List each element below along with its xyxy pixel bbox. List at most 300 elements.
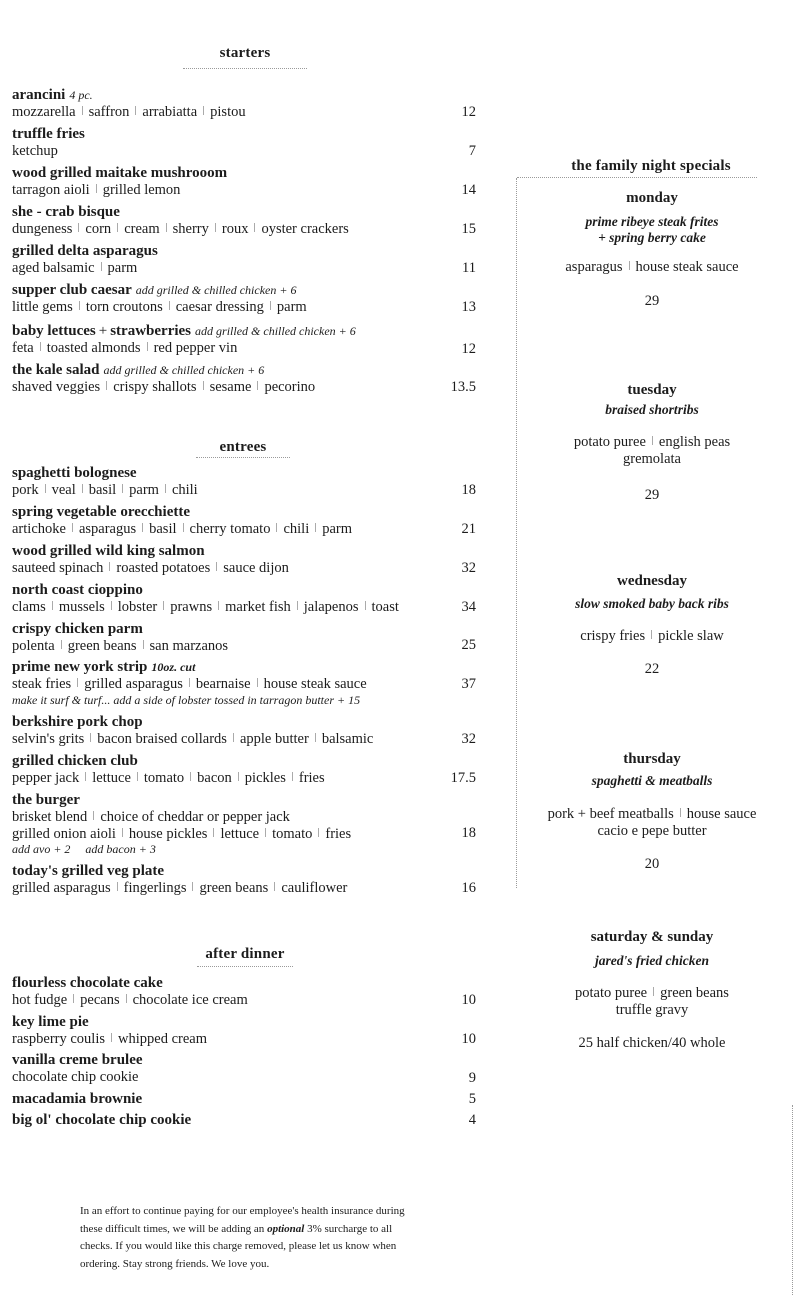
separator-mark bbox=[203, 106, 204, 115]
description-part: tomato bbox=[272, 825, 313, 842]
item-note: add grilled & chilled chicken + 6 bbox=[195, 324, 356, 338]
item-name bbox=[12, 504, 480, 521]
separator-mark bbox=[147, 342, 148, 351]
description-part: pickle slaw bbox=[658, 628, 724, 644]
item-description bbox=[12, 182, 480, 199]
item-name bbox=[12, 204, 480, 221]
description-part: feta bbox=[12, 340, 34, 356]
description-part: parm bbox=[322, 521, 353, 537]
item-name bbox=[12, 87, 480, 104]
item-name bbox=[12, 621, 480, 638]
item-price: 12 bbox=[461, 341, 476, 357]
description-part: english peas bbox=[658, 434, 731, 450]
starters-title: starters bbox=[219, 45, 271, 61]
separator-mark bbox=[122, 484, 123, 493]
menu-item bbox=[12, 323, 480, 357]
page-edge-divider bbox=[792, 1105, 793, 1295]
description-part: sesame bbox=[209, 379, 252, 395]
item-description bbox=[12, 770, 480, 787]
separator-mark bbox=[117, 882, 118, 891]
item-name bbox=[12, 1112, 480, 1129]
description-part: raspberry coulis bbox=[12, 1031, 106, 1047]
item-addon-note: add avo + 2 add bacon + 3 bbox=[12, 842, 156, 856]
separator-mark bbox=[257, 381, 258, 390]
item-description bbox=[12, 809, 480, 826]
separator-mark bbox=[218, 601, 219, 610]
description-part: market fish bbox=[225, 599, 291, 615]
item-description bbox=[12, 221, 480, 238]
separator-mark bbox=[629, 261, 630, 270]
description-part: cream bbox=[124, 221, 160, 237]
separator-mark bbox=[192, 882, 193, 891]
item-price: 12 bbox=[461, 104, 476, 120]
item-title: supper club caesar bbox=[12, 282, 132, 298]
separator-mark bbox=[216, 562, 217, 571]
separator-mark bbox=[680, 808, 681, 817]
description-part: basil bbox=[88, 482, 117, 498]
description-part: apple butter bbox=[239, 731, 309, 747]
description-part: house pickles bbox=[128, 825, 208, 842]
description-part: pickles bbox=[244, 770, 286, 786]
item-title: truffle fries bbox=[12, 126, 85, 142]
separator-mark bbox=[137, 772, 138, 781]
description-part: polenta bbox=[12, 638, 55, 654]
item-description bbox=[12, 560, 480, 577]
description-part: shaved veggies bbox=[12, 379, 101, 395]
separator-mark bbox=[111, 1033, 112, 1042]
plus-sign: + bbox=[98, 323, 108, 339]
menu-item bbox=[12, 1112, 480, 1129]
item-note: 4 pc. bbox=[69, 88, 93, 102]
separator-mark bbox=[166, 223, 167, 232]
separator-mark bbox=[365, 601, 366, 610]
separator-mark bbox=[82, 484, 83, 493]
item-price: 4 bbox=[468, 1112, 476, 1128]
item-description bbox=[12, 143, 480, 160]
separator-mark bbox=[109, 562, 110, 571]
description-part: mozzarella bbox=[12, 104, 76, 120]
item-note: 10oz. cut bbox=[151, 660, 196, 674]
item-title: wood grilled maitake mushrooom bbox=[12, 165, 228, 181]
special-sides-line-2: cacio e pepe butter bbox=[597, 823, 707, 839]
description-part: bacon bbox=[197, 770, 232, 786]
surcharge-notice-text: In an effort to continue paying for our employee's health insurance during these difficult times, we will be adding an bbox=[80, 1205, 405, 1235]
item-price: 18 bbox=[461, 825, 476, 841]
special-day: tuesday bbox=[627, 382, 677, 398]
separator-mark bbox=[238, 772, 239, 781]
special-sides bbox=[517, 259, 787, 276]
separator-mark bbox=[292, 772, 293, 781]
special-price: 29 bbox=[644, 293, 660, 309]
item-title: vanilla creme brulee bbox=[12, 1052, 143, 1068]
menu-item bbox=[12, 975, 480, 1009]
separator-mark bbox=[61, 640, 62, 649]
special-day: monday bbox=[626, 190, 678, 206]
description-part: dungeness bbox=[12, 221, 73, 237]
separator-mark bbox=[233, 733, 234, 742]
separator-mark bbox=[126, 994, 127, 1003]
special-sides bbox=[517, 434, 787, 468]
description-part: tomato bbox=[143, 770, 185, 786]
item-price: 34 bbox=[461, 599, 476, 615]
item-description bbox=[12, 638, 480, 655]
separator-mark bbox=[254, 223, 255, 232]
special-day: wednesday bbox=[616, 573, 687, 589]
item-title: macadamia brownie bbox=[12, 1091, 143, 1107]
item-note: add grilled & chilled chicken + 6 bbox=[135, 283, 297, 297]
description-part: bearnaise bbox=[195, 676, 251, 692]
description-part: cherry tomato bbox=[189, 521, 271, 537]
surcharge-notice-text-2: 3% surcharge to all checks. If you would like this charge removed, please let us know when ordering. Stay strong friends. We love you. bbox=[80, 1222, 397, 1270]
separator-mark bbox=[163, 601, 164, 610]
description-part: saffron bbox=[88, 104, 130, 120]
special-sides bbox=[517, 628, 787, 645]
item-name bbox=[12, 1052, 480, 1069]
separator-mark bbox=[142, 523, 143, 532]
item-description bbox=[12, 1069, 480, 1086]
item-name bbox=[12, 282, 480, 299]
description-part: veal bbox=[51, 482, 76, 498]
menu-item bbox=[12, 165, 480, 199]
description-part: house sauce bbox=[686, 806, 757, 822]
item-price: 32 bbox=[461, 560, 476, 576]
menu-item bbox=[12, 126, 480, 160]
item-price: 17.5 bbox=[450, 770, 476, 786]
item-price: 32 bbox=[461, 731, 476, 747]
item-price: 10 bbox=[461, 992, 476, 1008]
separator-mark bbox=[190, 772, 191, 781]
menu-item bbox=[12, 1014, 480, 1048]
item-description bbox=[12, 676, 480, 693]
description-part: hot fudge bbox=[12, 992, 68, 1008]
item-name bbox=[12, 863, 480, 880]
item-description bbox=[12, 731, 480, 748]
special-sides-line bbox=[517, 628, 787, 645]
description-part: artichoke bbox=[12, 521, 66, 537]
menu-item bbox=[12, 582, 480, 616]
item-title: north coast cioppino bbox=[12, 582, 143, 598]
description-part: toast bbox=[371, 599, 399, 615]
item-price: 14 bbox=[461, 182, 476, 198]
description-part: torn croutons bbox=[85, 299, 163, 315]
menu-item bbox=[12, 282, 480, 316]
item-description bbox=[12, 104, 480, 121]
entrees-title: entrees bbox=[219, 439, 267, 455]
item-title: the burger bbox=[12, 792, 80, 808]
special-price: 22 bbox=[644, 661, 660, 677]
item-title: the kale salad bbox=[12, 362, 100, 378]
menu-item bbox=[12, 621, 480, 655]
separator-mark bbox=[85, 772, 86, 781]
special-sides-line bbox=[517, 985, 787, 1002]
separator-mark bbox=[111, 601, 112, 610]
starters-rule bbox=[183, 68, 307, 69]
separator-mark bbox=[52, 601, 53, 610]
separator-mark bbox=[40, 342, 41, 351]
description-part: asparagus bbox=[565, 259, 623, 275]
menu-item bbox=[12, 863, 480, 897]
special-sides-line bbox=[517, 806, 787, 823]
description-part: prawns bbox=[170, 599, 213, 615]
description-part: sauce dijon bbox=[223, 560, 289, 576]
description-part: parm bbox=[107, 260, 138, 276]
description-part: steak fries bbox=[12, 676, 72, 692]
description-part: pork + beef meatballs bbox=[547, 806, 674, 822]
item-name bbox=[12, 659, 480, 676]
special-sides-line bbox=[517, 259, 787, 276]
item-price: 13 bbox=[461, 299, 476, 315]
menu-item bbox=[12, 1091, 480, 1108]
description-part: house steak sauce bbox=[635, 259, 739, 275]
description-part: chocolate chip cookie bbox=[12, 1069, 139, 1085]
surcharge-notice bbox=[80, 1203, 425, 1273]
special-price: 20 bbox=[644, 856, 660, 872]
item-title: spaghetti bolognese bbox=[12, 465, 137, 481]
item-price: 9 bbox=[468, 1070, 476, 1086]
item-description bbox=[12, 260, 480, 277]
description-part: jalapenos bbox=[303, 599, 359, 615]
description-part: tarragon aioli bbox=[12, 182, 90, 198]
separator-mark bbox=[78, 223, 79, 232]
description-part: grilled lemon bbox=[102, 182, 181, 198]
description-part: san marzanos bbox=[149, 638, 229, 654]
item-price: 7 bbox=[468, 143, 476, 159]
description-part: pecans bbox=[80, 992, 120, 1008]
separator-mark bbox=[93, 811, 94, 820]
description-part: parm bbox=[276, 299, 307, 315]
special-price: 29 bbox=[644, 487, 660, 503]
menu-item bbox=[12, 659, 480, 708]
description-part: chili bbox=[283, 521, 310, 537]
separator-mark bbox=[101, 262, 102, 271]
surcharge-notice-optional: optional bbox=[267, 1222, 305, 1235]
special-sides bbox=[517, 985, 787, 1019]
description-part: selvin's grits bbox=[12, 731, 85, 747]
separator-mark bbox=[203, 381, 204, 390]
description-part: grilled onion aioli bbox=[12, 825, 116, 842]
description-part: arrabiatta bbox=[142, 104, 198, 120]
description-part: whipped cream bbox=[118, 1031, 207, 1047]
separator-mark bbox=[106, 381, 107, 390]
item-description bbox=[12, 1031, 480, 1048]
menu-item bbox=[12, 87, 480, 121]
description-part: fingerlings bbox=[123, 880, 187, 896]
item-title: crispy chicken parm bbox=[12, 621, 143, 637]
description-part: asparagus bbox=[78, 521, 137, 537]
description-part: sauteed spinach bbox=[12, 560, 104, 576]
item-price: 16 bbox=[461, 880, 476, 896]
separator-mark bbox=[117, 223, 118, 232]
separator-mark bbox=[297, 601, 298, 610]
separator-mark bbox=[652, 436, 653, 445]
item-title: arancini bbox=[12, 87, 66, 103]
separator-mark bbox=[265, 828, 266, 837]
description-part: fries bbox=[298, 770, 325, 786]
family-specials-title: the family night specials bbox=[571, 158, 731, 174]
description-part: crispy shallots bbox=[113, 379, 197, 395]
separator-mark bbox=[276, 523, 277, 532]
description-part: ketchup bbox=[12, 143, 58, 159]
special-sides-line-2: truffle gravy bbox=[615, 1002, 689, 1018]
special-dish bbox=[517, 596, 787, 612]
item-name bbox=[12, 243, 480, 260]
menu-item bbox=[12, 543, 480, 577]
item-name bbox=[12, 543, 480, 560]
item-price: 13.5 bbox=[450, 379, 476, 395]
description-part: grilled asparagus bbox=[84, 676, 183, 692]
separator-mark bbox=[73, 994, 74, 1003]
item-title: today's grilled veg plate bbox=[12, 863, 165, 879]
item-title: wood grilled wild king salmon bbox=[12, 543, 205, 559]
item-name bbox=[12, 126, 480, 143]
description-part: little gems bbox=[12, 299, 73, 315]
item-price: 11 bbox=[462, 260, 476, 276]
item-name bbox=[12, 792, 480, 809]
description-part: red pepper vin bbox=[153, 340, 238, 356]
description-part: chocolate ice cream bbox=[132, 992, 248, 1008]
description-part: pistou bbox=[210, 104, 246, 120]
item-description bbox=[12, 826, 480, 843]
special-day: thursday bbox=[623, 751, 681, 767]
separator-mark bbox=[122, 828, 123, 837]
description-part: lettuce bbox=[220, 825, 260, 842]
item-title: prime new york strip bbox=[12, 659, 148, 675]
description-part: green beans bbox=[199, 880, 269, 896]
special-dish bbox=[517, 953, 787, 969]
special-dish-line-2: + spring berry cake bbox=[598, 230, 706, 245]
item-name bbox=[12, 362, 480, 379]
item-name bbox=[12, 465, 480, 482]
separator-mark bbox=[143, 640, 144, 649]
separator-mark bbox=[183, 523, 184, 532]
special-dish-line: prime ribeye steak frites bbox=[585, 214, 719, 229]
menu-item bbox=[12, 714, 480, 748]
separator-mark bbox=[45, 484, 46, 493]
special-price: 25 half chicken/40 whole bbox=[578, 1035, 726, 1051]
description-part: grilled asparagus bbox=[12, 880, 111, 896]
item-price: 21 bbox=[461, 521, 476, 537]
item-price: 37 bbox=[461, 676, 476, 692]
separator-mark bbox=[189, 678, 190, 687]
item-price: 15 bbox=[461, 221, 476, 237]
description-part: corn bbox=[85, 221, 112, 237]
item-title: baby lettuces bbox=[12, 323, 96, 339]
item-price: 5 bbox=[468, 1091, 476, 1107]
item-note: add grilled & chilled chicken + 6 bbox=[103, 363, 265, 377]
special-dish-line: slow smoked baby back ribs bbox=[575, 596, 729, 611]
item-name bbox=[12, 1091, 480, 1108]
description-part: parm bbox=[129, 482, 159, 498]
item-name bbox=[12, 323, 480, 340]
item-name bbox=[12, 975, 480, 992]
special-dish-line: spaghetti & meatballs bbox=[591, 773, 713, 788]
separator-mark bbox=[169, 301, 170, 310]
separator-mark bbox=[274, 882, 275, 891]
special-sides bbox=[517, 806, 787, 840]
item-name bbox=[12, 1014, 480, 1031]
description-part: basil bbox=[149, 521, 177, 537]
item-description bbox=[12, 880, 480, 897]
description-part: oyster crackers bbox=[261, 221, 349, 237]
description-part: mussels bbox=[58, 599, 105, 615]
item-price: 10 bbox=[461, 1031, 476, 1047]
description-part: pepper jack bbox=[12, 770, 80, 786]
description-part: roasted potatoes bbox=[116, 560, 211, 576]
item-description bbox=[12, 379, 480, 396]
menu-item bbox=[12, 753, 480, 787]
item-name bbox=[12, 582, 480, 599]
item-price: 18 bbox=[461, 482, 476, 498]
menu-item bbox=[12, 504, 480, 538]
item-title-2: strawberries bbox=[110, 323, 192, 339]
entrees-rule bbox=[196, 457, 290, 458]
separator-mark bbox=[96, 184, 97, 193]
separator-mark bbox=[135, 106, 136, 115]
item-description bbox=[12, 299, 480, 316]
description-part: caesar dressing bbox=[175, 299, 264, 315]
menu-item bbox=[12, 465, 480, 499]
special-dish bbox=[517, 773, 787, 789]
description-part: potato puree bbox=[573, 434, 646, 450]
item-title: spring vegetable orecchiette bbox=[12, 504, 191, 520]
item-description bbox=[12, 992, 480, 1009]
item-title: grilled delta asparagus bbox=[12, 243, 158, 259]
item-title: key lime pie bbox=[12, 1014, 89, 1030]
item-name bbox=[12, 753, 480, 770]
special-sides-line-2: gremolata bbox=[623, 451, 681, 467]
item-title: grilled chicken club bbox=[12, 753, 138, 769]
special-dish bbox=[517, 402, 787, 418]
description-part: roux bbox=[221, 221, 249, 237]
menu-item bbox=[12, 792, 480, 857]
description-part: lobster bbox=[117, 599, 158, 615]
after-dinner-title: after dinner bbox=[205, 946, 285, 962]
after-dinner-rule bbox=[197, 966, 293, 967]
description-part: potato puree bbox=[575, 985, 648, 1001]
description-part: bacon braised collards bbox=[97, 731, 227, 747]
item-title: berkshire pork chop bbox=[12, 714, 143, 730]
description-part: sherry bbox=[172, 221, 209, 237]
description-part: pecorino bbox=[264, 379, 316, 395]
description-part: green beans bbox=[660, 985, 729, 1001]
menu-item bbox=[12, 1052, 480, 1086]
item-title: flourless chocolate cake bbox=[12, 975, 163, 991]
item-addon-note: make it surf & turf... add a side of lobster tossed in tarragon butter + 15 bbox=[12, 692, 361, 707]
description-part: fries bbox=[325, 825, 352, 842]
item-price: 25 bbox=[461, 637, 476, 653]
separator-mark bbox=[270, 301, 271, 310]
separator-mark bbox=[315, 523, 316, 532]
special-dish-line: braised shortribs bbox=[605, 402, 699, 417]
description-part: clams bbox=[12, 599, 46, 615]
item-title: she - crab bisque bbox=[12, 204, 120, 220]
item-name bbox=[12, 165, 480, 182]
description-part: cauliflower bbox=[281, 880, 348, 896]
description-part: pork bbox=[12, 482, 39, 498]
description-part: aged balsamic bbox=[12, 260, 95, 276]
separator-mark bbox=[651, 630, 652, 639]
item-name bbox=[12, 714, 480, 731]
separator-mark bbox=[82, 106, 83, 115]
description-part: lettuce bbox=[92, 770, 131, 786]
special-day: saturday & sunday bbox=[590, 929, 714, 945]
item-description bbox=[12, 340, 480, 357]
description-part: house steak sauce bbox=[263, 676, 367, 692]
separator-mark bbox=[165, 484, 166, 493]
separator-mark bbox=[315, 733, 316, 742]
separator-mark bbox=[215, 223, 216, 232]
item-description bbox=[12, 521, 480, 538]
